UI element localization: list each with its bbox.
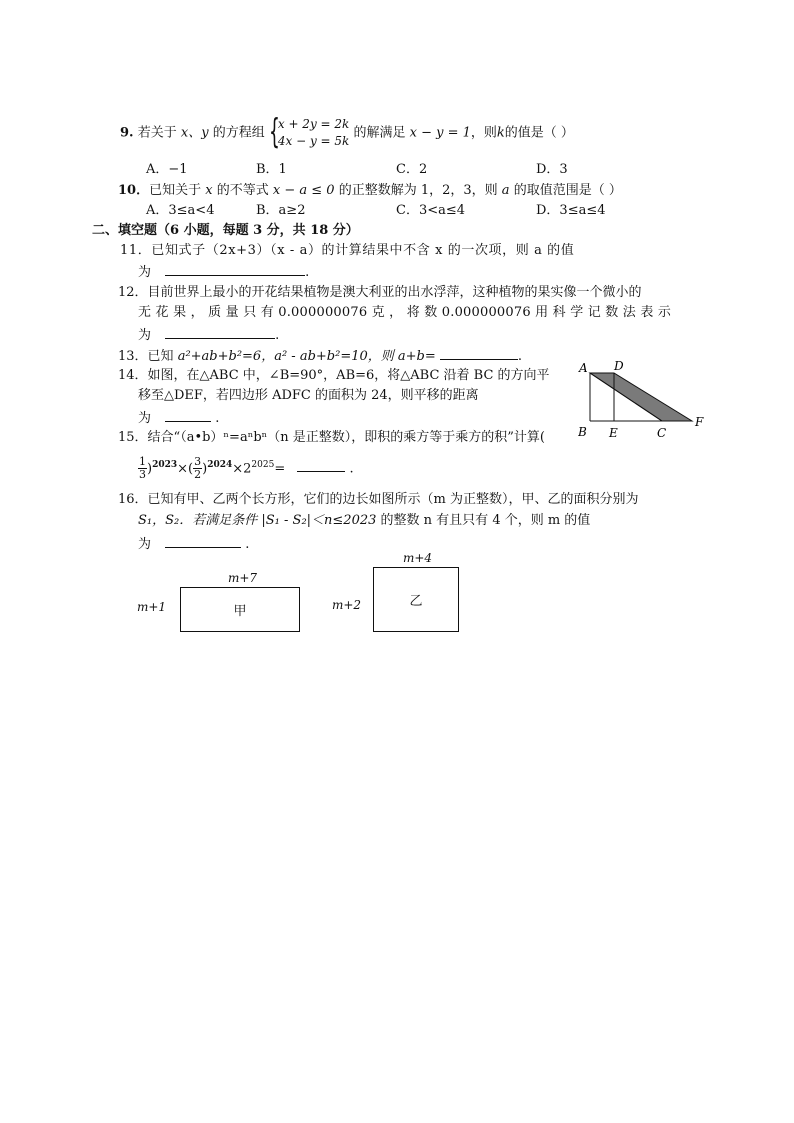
q15-answer-blank[interactable]: [297, 458, 345, 472]
section-title: 二、填空题（6 小题，每题 3 分，共 18 分）: [92, 223, 359, 238]
q11-answer-label: 为: [138, 265, 152, 280]
q10-a: a: [501, 183, 510, 198]
rect2-top-label: m+4: [403, 551, 433, 565]
q14-line3: 为 .: [138, 408, 219, 428]
q9-cond-pre: 的解满足: [353, 125, 406, 141]
q11-line1: 11．已知式子（2x+3）（x - a）的计算结果中不含 x 的一次项，则 a 的值: [120, 243, 575, 258]
q12-line2: 无 花 果 ， 质 量 只 有 0.000000076 克 ， 将 数 0.000000076 用 科 学 记 数 法 表 示: [138, 305, 672, 320]
q14-answer-blank[interactable]: [165, 408, 211, 422]
q10-number: 10．: [118, 183, 150, 198]
q14-line2: 移至△DEF，若四边形 ADFC 的面积为 24，则平移的距离: [138, 388, 479, 403]
rect-jia: [180, 587, 300, 632]
q12-line3: 为 .: [138, 325, 279, 345]
q10-text2: 的不等式: [216, 183, 269, 198]
q13-prefix: 13．已知: [118, 349, 174, 364]
q15-exp1: 2023: [152, 460, 178, 470]
q10-ineq: x − a ≤ 0: [272, 183, 335, 198]
q9-mid: 的方程组: [212, 125, 265, 141]
q9-prefix: 若关于: [137, 125, 177, 141]
rect-jia-label: 甲: [233, 604, 247, 619]
q10-text4: 的取值范围是（ ）: [513, 183, 622, 198]
q9-k: k: [496, 125, 505, 141]
q15-fraction-2: $\frac{3}{2}$: [194, 455, 202, 482]
q15-times2: ×2: [232, 461, 252, 477]
rect-yi: [373, 567, 459, 632]
q15-exp3: 2025: [251, 460, 275, 470]
q10-option-a: A．3≤a<4: [146, 203, 215, 218]
q16-line1: 16．已知有甲、乙两个长方形，它们的边长如图所示（m 为正整数），甲、乙的面积分别为: [118, 492, 639, 507]
q11-line2: 为 .: [138, 262, 309, 282]
q16-text: 的整数 n 有且只有 4 个，则 m 的值: [380, 513, 591, 528]
q14-line1: 14．如图，在△ABC 中，∠B=90°，AB=6，将△ABC 沿着 BC 的方向平: [118, 368, 550, 383]
q9-eq2: 4x − y = 5k: [277, 134, 350, 148]
shaded-parallelogram: [590, 373, 692, 421]
q15-exp2: 2024: [207, 460, 233, 470]
q9-vars: x、y: [180, 125, 209, 141]
q13-post: .: [517, 349, 523, 364]
q12-answer-blank[interactable]: [165, 325, 275, 339]
q16-line3: [138, 534, 249, 554]
q16-post: .: [245, 537, 250, 552]
label-b: B: [578, 425, 587, 439]
q9-line: [120, 112, 574, 152]
q9-equation-system: [268, 112, 350, 152]
q9-tail: 的值是（ ）: [504, 125, 574, 141]
q16-answer-blank[interactable]: [165, 534, 241, 548]
label-d: D: [614, 360, 624, 373]
rect2-side-label: m+2: [332, 598, 362, 612]
q9-option-c: C．2: [396, 162, 428, 177]
q11-answer-blank[interactable]: [165, 262, 305, 276]
label-a: A: [579, 361, 588, 375]
rect1-top-label: m+7: [228, 571, 258, 585]
q10-option-b: B．a≥2: [256, 203, 306, 218]
q10-text3: 的正整数解为 1，2，3，则: [338, 183, 498, 198]
q14-answer-label: 为: [138, 411, 152, 426]
q9-option-a: A．−1: [146, 162, 188, 177]
q9-cond-post: ，则: [470, 125, 497, 141]
q12-answer-label: 为: [138, 328, 152, 343]
q10-line: [118, 182, 622, 200]
q15-line1: 15．结合“（a•b）ⁿ=aⁿbⁿ（n 是正整数），即积的乘方等于乘方的积”计算(: [118, 430, 545, 445]
q10-text1: 已知关于: [149, 183, 202, 198]
q16-areas: S₁，S₂．若满足条件: [138, 513, 258, 528]
q9-option-b: B．1: [256, 162, 287, 177]
q16-line2: [138, 512, 590, 530]
q12-line1: 12．目前世界上最小的开花结果植物是澳大利亚的出水浮萍，这种植物的果实像一个微小的: [118, 285, 642, 300]
rect-yi-label: 乙: [409, 594, 423, 609]
q10-x: x: [205, 183, 213, 198]
q16-answer-label: 为: [138, 537, 152, 552]
q15-line2: $\frac{1}{3}$ )$^{2023}$×( $\frac{3}{2}$ )$^{2024}\times 2^{2025}=$ .: [139, 455, 354, 482]
q15-eq: =: [274, 461, 286, 477]
brace-icon: {: [268, 112, 280, 152]
label-f: F: [695, 415, 704, 429]
q15-times1: ×(: [177, 461, 194, 477]
label-c: C: [657, 426, 667, 440]
q9-option-d: D．3: [536, 162, 568, 177]
q14-figure: [578, 360, 708, 440]
q13-expression: a²+ab+b²=6，a² - ab+b²=10，则 a+b=: [177, 349, 436, 364]
rect1-side-label: m+1: [137, 600, 167, 614]
q15-post: .: [349, 461, 354, 477]
label-e: E: [609, 426, 618, 440]
q13-line: [118, 346, 522, 366]
q13-answer-blank[interactable]: [440, 346, 518, 360]
q16-condition: |S₁ - S₂|＜n≤2023: [261, 513, 377, 528]
q10-option-d: D．3≤a≤4: [536, 203, 606, 218]
q9-eq1: x + 2y = 2k: [277, 117, 350, 131]
q15-fraction-1: $\frac{1}{3}$: [139, 455, 146, 482]
q9-number: 9.: [120, 125, 134, 141]
q10-option-c: C．3<a≤4: [396, 203, 466, 218]
q9-cond: x − y = 1: [409, 125, 471, 141]
